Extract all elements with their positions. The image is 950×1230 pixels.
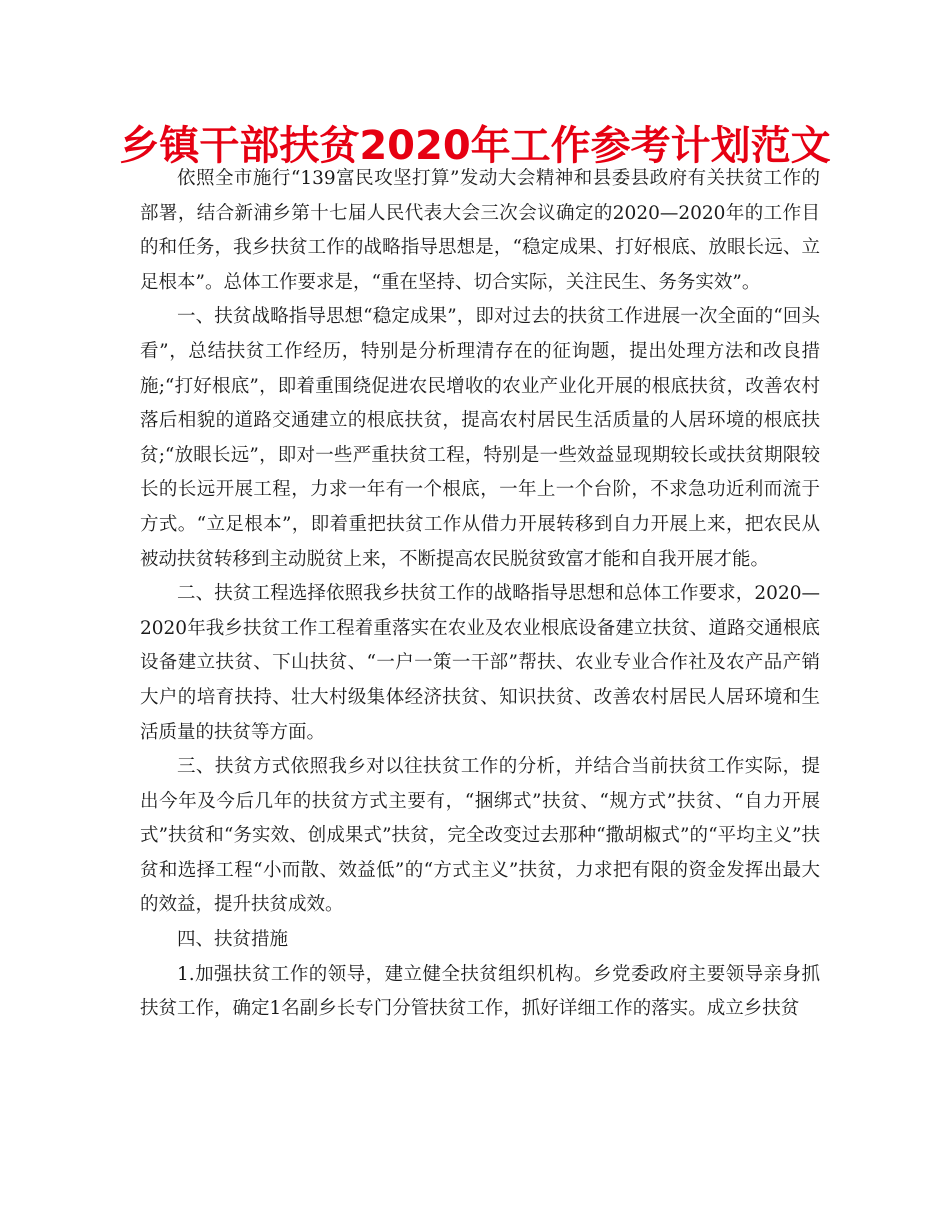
paragraph-measure-1: 1.加强扶贫工作的领导，建立健全扶贫组织机构。乡党委政府主要领导亲身抓扶贫工作，确定1名副乡长专门分管扶贫工作，抓好详细工作的落实。成立乡扶贫 (140, 963, 820, 1020)
paragraph-section-4-heading: 四、扶贫措施 (177, 929, 289, 951)
document-title: 乡镇干部扶贫2020年工作参考计划范文 (119, 123, 831, 169)
paragraph-intro: 依照全市施行“139富民攻坚打算”发动大会精神和县委县政府有关扶贫工作的部署，结合新浦乡第十七届人民代表大会三次会议确定的2020—2020年的工作目的和任务，我乡扶贫工作的战略指导思想是，“稳定成果、打好根底、放眼长远、立足根本”。总体工作要求是，“重在坚持、切合实际，关注民生、务务实效”。 (140, 168, 820, 293)
paragraph-section-1: 一、扶贫战略指导思想“稳定成果”，即对过去的扶贫工作进展一次全面的“回头看”，总结扶贫工作经历，特别是分析理清存在的征询题，提出处理方法和改良措施;“打好根底”，即着重围绕促进农民增收的农业产业化开展的根底扶贫，改善农村落后相貌的道路交通建立的根底扶贫，提高农村居民生活质量的人居环境的根底扶贫;“放眼长远”，即对一些严重扶贫工程，特别是一些效益显现期较长或扶贫期限较长的长远开展工程，力求一年有一个根底，一年上一个台阶，不求急功近利而流于方式。“立足根本”，即着重把扶贫工作从借力开展转移到自力开展上来，把农民从被动扶贫转移到主动脱贫上来，不断提高农民脱贫致富才能和自我开展才能。 (140, 306, 820, 570)
paragraph-section-3: 三、扶贫方式依照我乡对以往扶贫工作的分析，并结合当前扶贫工作实际，提出今年及今后几年的扶贫方式主要有，“捆绑式”扶贫、“规方式”扶贫、“自力开展式”扶贫和“务实效、创成果式”扶贫，完全改变过去那种“撒胡椒式”的“平均主义”扶贫和选择工程“小而散、效益低”的“方式主义”扶贫，力求把有限的资金发挥出最大的效益，提升扶贫成效。 (140, 756, 820, 916)
document-body (140, 162, 820, 1027)
paragraph-section-2: 二、扶贫工程选择依照我乡扶贫工作的战略指导思想和总体工作要求，2020—2020年我乡扶贫工作工程着重落实在农业及农业根底设备建立扶贫、道路交通根底设备建立扶贫、下山扶贫、“一户一策一干部”帮扶、农业专业合作社及农产品产销大户的培育扶持、壮大村级集体经济扶贫、知识扶贫、改善农村居民人居环境和生活质量的扶贫等方面。 (140, 583, 820, 743)
